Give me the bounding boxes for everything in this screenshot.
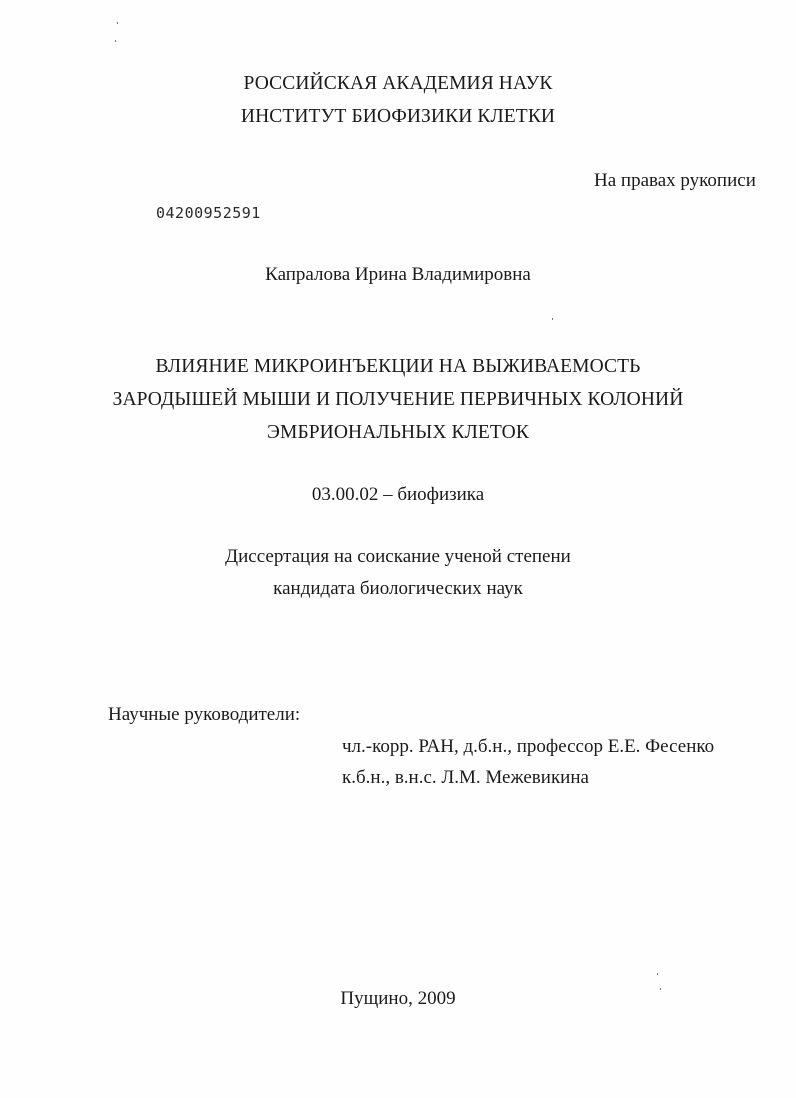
thesis-title-line-2: ЗАРОДЫШЕЙ МЫШИ И ПОЛУЧЕНИЕ ПЕРВИЧНЫХ КОЛОНИЙ — [112, 389, 684, 410]
thesis-title-line-1: ВЛИЯНИЕ МИКРОИНЪЕКЦИИ НА ВЫЖИВАЕМОСТЬ — [155, 356, 641, 377]
thesis-title-line-3: ЭМБРИОНАЛЬНЫХ КЛЕТОК — [267, 422, 529, 443]
registration-number: 04200952591 — [156, 204, 261, 222]
academy-name: РОССИЙСКАЯ АКАДЕМИЯ НАУК — [243, 73, 553, 94]
supervisor-1: чл.-корр. РАН, д.б.н., профессор Е.Е. Фесенко — [342, 736, 715, 757]
institute-name: ИНСТИТУТ БИОФИЗИКИ КЛЕТКИ — [240, 106, 556, 127]
scan-speck — [115, 40, 116, 42]
degree-line-2: кандидата биологических наук — [273, 578, 523, 599]
scan-speck — [660, 988, 661, 990]
author-name: Капралова Ирина Владимировна — [265, 264, 531, 285]
scan-speck — [552, 318, 553, 320]
place-and-year: Пущино, 2009 — [340, 988, 456, 1009]
supervisors-label: Научные руководители: — [108, 704, 301, 725]
manuscript-rights-note: На правах рукописи — [594, 170, 756, 191]
scan-speck — [657, 973, 658, 975]
degree-line-1: Диссертация на соискание ученой степени — [225, 546, 571, 567]
specialty-code: 03.00.02 – биофизика — [311, 484, 485, 505]
supervisor-2: к.б.н., в.н.с. Л.М. Межевикина — [342, 767, 589, 788]
scan-speck — [117, 22, 118, 24]
